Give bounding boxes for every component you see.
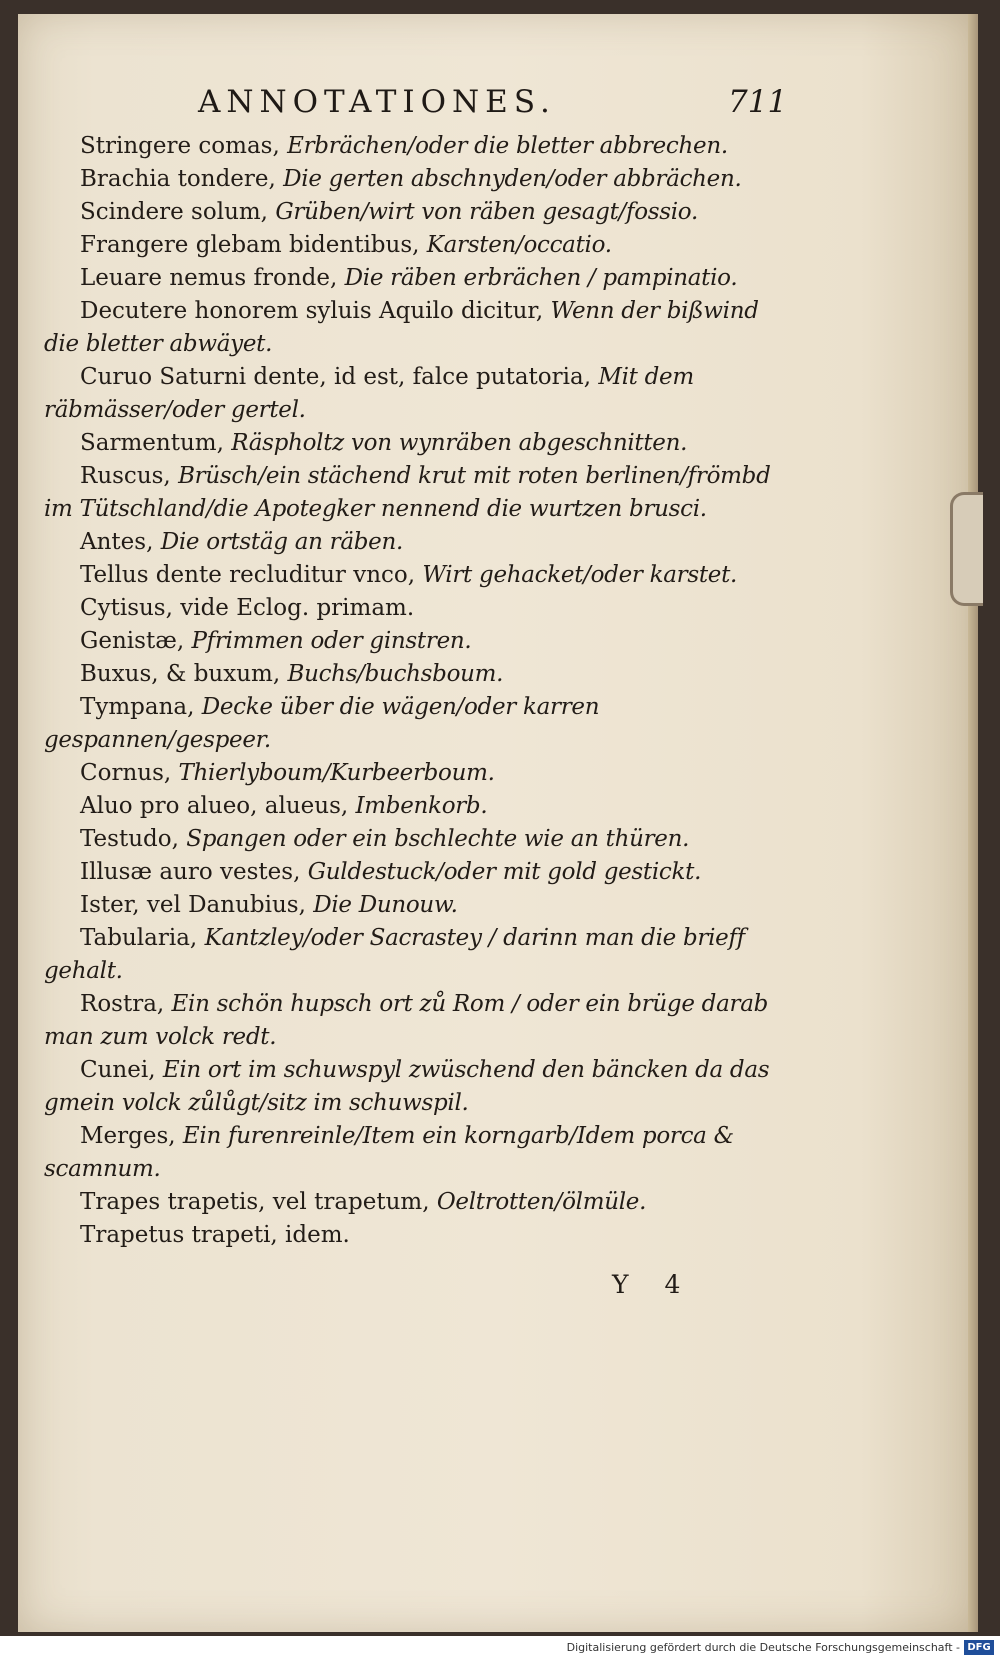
glossary-entry [44, 559, 784, 592]
german-gloss: Ein ort im schuwspyl zwüschend den bäncken da das gmein volck zůlůgt/sitz im schuwspil. [44, 1057, 770, 1116]
german-gloss: Oeltrotten/ölmüle. [436, 1189, 647, 1215]
german-gloss: Guldestuck/oder mit gold gestickt. [307, 859, 702, 885]
glossary-entry [44, 592, 784, 625]
german-gloss: Buchs/buchsboum. [287, 661, 504, 687]
dfg-logo: DFG [964, 1640, 994, 1655]
german-gloss: Imbenkorb. [355, 793, 488, 819]
latin-term: Brachia tondere, [80, 166, 276, 192]
glossary-entry [44, 922, 784, 988]
glossary-entry [44, 163, 784, 196]
latin-term: Cytisus, vide Eclog. primam. [80, 595, 415, 621]
glossary-entry [44, 526, 784, 559]
glossary-entry [44, 229, 784, 262]
german-gloss: Die ortstäg an räben. [160, 529, 404, 555]
signature-mark: Y 4 [612, 1270, 695, 1299]
german-gloss: Wenn der bißwind die bletter abwäyet. [44, 298, 759, 357]
glossary-entry [44, 295, 784, 361]
latin-term: Genistæ, [80, 628, 185, 654]
latin-term: Trapes trapetis, vel trapetum, [80, 1189, 430, 1215]
german-gloss: Mit dem räbmässer/oder gertel. [44, 364, 694, 423]
latin-term: Leuare nemus fronde, [80, 265, 338, 291]
digitization-footer [0, 1636, 1000, 1660]
latin-term: Scindere solum, [80, 199, 268, 225]
glossary-entries [44, 130, 784, 1252]
latin-term: Curuo Saturni dente, id est, falce putatoria, [80, 364, 592, 390]
german-gloss: Ein furenreinle/Item ein korngarb/Idem porca & scamnum. [44, 1123, 734, 1182]
glossary-entry [44, 823, 784, 856]
glossary-entry [44, 1186, 784, 1219]
latin-term: Testudo, [80, 826, 179, 852]
glossary-entry [44, 1054, 784, 1120]
german-gloss: Ein schön hupsch ort zů Rom / oder ein brüge darab man zum volck redt. [44, 991, 769, 1050]
german-gloss: Spangen oder ein bschlechte wie an thüren. [186, 826, 690, 852]
latin-term: Frangere glebam bidentibus, [80, 232, 420, 258]
page-edge [968, 14, 978, 1632]
glossary-entry [44, 658, 784, 691]
latin-term: Rostra, [80, 991, 165, 1017]
glossary-entry [44, 889, 784, 922]
german-gloss: Karsten/occatio. [426, 232, 612, 258]
german-gloss: Decke über die wägen/oder karren gespannen/gespeer. [44, 694, 600, 753]
latin-term: Merges, [80, 1123, 176, 1149]
latin-term: Sarmentum, [80, 430, 224, 456]
footer-credit: Digitalisierung gefördert durch die Deutsche Forschungsgemeinschaft - [566, 1641, 960, 1654]
glossary-entry [44, 130, 784, 163]
german-gloss: Die Dunouw. [313, 892, 458, 918]
german-gloss: Die gerten abschnyden/oder abbrächen. [283, 166, 742, 192]
glossary-entry [44, 262, 784, 295]
german-gloss: Thierlyboum/Kurbeerboum. [178, 760, 495, 786]
running-title: ANNOTATIONES. [198, 84, 556, 120]
latin-term: Tympana, [80, 694, 195, 720]
latin-term: Aluo pro alueo, alueus, [80, 793, 349, 819]
latin-term: Stringere comas, [80, 133, 280, 159]
latin-term: Buxus, & buxum, [80, 661, 281, 687]
glossary-entry [44, 196, 784, 229]
glossary-entry [44, 757, 784, 790]
latin-term: Decutere honorem syluis Aquilo dicitur, [80, 298, 544, 324]
german-gloss: Grüben/wirt von räben gesagt/fossio. [275, 199, 698, 225]
german-gloss: Die räben erbrächen / pampinatio. [344, 265, 738, 291]
glossary-entry [44, 460, 784, 526]
binding-strap [950, 492, 983, 606]
german-gloss: Räspholtz von wynräben abgeschnitten. [231, 430, 688, 456]
latin-term: Cunei, [80, 1057, 156, 1083]
page-number: 711 [728, 84, 788, 120]
glossary-entry [44, 1120, 784, 1186]
german-gloss: Kantzley/oder Sacrastey / darinn man die brieff gehalt. [44, 925, 745, 984]
latin-term: Trapetus trapeti, idem. [80, 1222, 350, 1248]
latin-term: Tabularia, [80, 925, 198, 951]
latin-term: Illusæ auro vestes, [80, 859, 301, 885]
latin-term: Antes, [80, 529, 154, 555]
glossary-entry [44, 1219, 784, 1252]
glossary-entry [44, 790, 784, 823]
german-gloss: Pfrimmen oder ginstren. [191, 628, 472, 654]
latin-term: Ister, vel Danubius, [80, 892, 306, 918]
glossary-entry [44, 988, 784, 1054]
latin-term: Cornus, [80, 760, 172, 786]
glossary-entry [44, 856, 784, 889]
latin-term: Ruscus, [80, 463, 171, 489]
german-gloss: Brüsch/ein stächend krut mit roten berlinen/frömbd im Tütschland/die Apotegker nennend die wurtzen brusci. [44, 463, 771, 522]
glossary-entry [44, 361, 784, 427]
glossary-entry [44, 427, 784, 460]
page-header [0, 84, 1000, 124]
latin-term: Tellus dente recluditur vnco, [80, 562, 416, 588]
german-gloss: Wirt gehacket/oder karstet. [422, 562, 738, 588]
german-gloss: Erbrächen/oder die bletter abbrechen. [287, 133, 728, 159]
glossary-entry [44, 625, 784, 658]
glossary-entry [44, 691, 784, 757]
